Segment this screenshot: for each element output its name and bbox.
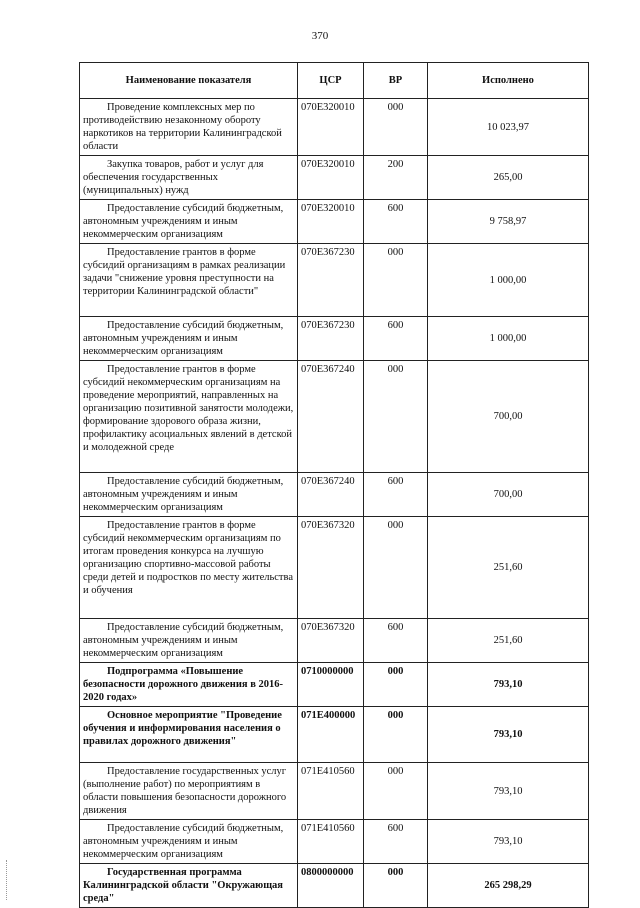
row-vr-cell: 000	[364, 864, 428, 908]
row-amount-cell: 1 000,00	[428, 244, 589, 317]
row-vr-cell: 600	[364, 820, 428, 864]
row-name-cell: Предоставление субсидий бюджетным, автономным учреждениям и иным некоммерческим организациям	[80, 200, 298, 244]
table-row	[80, 200, 589, 244]
row-vr-cell: 000	[364, 244, 428, 317]
row-amount-cell: 700,00	[428, 361, 589, 473]
table-row	[80, 820, 589, 864]
page-number: 370	[311, 30, 329, 42]
row-name-cell: Основное мероприятие "Проведение обучения и информирования населения о правилах дорожного движения"	[80, 707, 298, 763]
row-vr-cell: 600	[364, 473, 428, 517]
table-row	[80, 763, 589, 820]
row-csr-cell: 070Е320010	[298, 200, 364, 244]
table-row	[80, 663, 589, 707]
margin-mark	[6, 860, 9, 900]
row-csr-cell: 070Е320010	[298, 156, 364, 200]
row-amount-cell: 793,10	[428, 763, 589, 820]
row-name-cell: Предоставление грантов в форме субсидий некоммерческим организациям по итогам проведения конкурса на лучшую организацию спортивно-массовой работы среди детей и подростков по месту жительства и обучения	[80, 517, 298, 619]
row-name-cell: Предоставление субсидий бюджетным, автономным учреждениям и иным некоммерческим организациям	[80, 473, 298, 517]
row-csr-cell: 0710000000	[298, 663, 364, 707]
row-csr-cell: 070Е367240	[298, 361, 364, 473]
table-row	[80, 517, 589, 619]
row-name-cell: Предоставление грантов в форме субсидий организациям в рамках реализации задачи "снижение уровня преступности на территории Калининградской области"	[80, 244, 298, 317]
table-row	[80, 864, 589, 908]
row-amount-cell: 251,60	[428, 517, 589, 619]
table-row	[80, 244, 589, 317]
row-name-cell: Подпрограмма «Повышение безопасности дорожного движения в 2016-2020 годах»	[80, 663, 298, 707]
row-name-cell: Государственная программа Калининградской области "Окружающая среда"	[80, 864, 298, 908]
row-name-cell: Предоставление субсидий бюджетным, автономным учреждениям и иным некоммерческим организациям	[80, 317, 298, 361]
row-amount-cell: 700,00	[428, 473, 589, 517]
row-amount-cell: 251,60	[428, 619, 589, 663]
row-name-cell: Предоставление государственных услуг (выполнение работ) по мероприятиям в области повышения безопасности дорожного движения	[80, 763, 298, 820]
row-amount-cell: 793,10	[428, 663, 589, 707]
table-row	[80, 317, 589, 361]
row-csr-cell: 070Е367320	[298, 517, 364, 619]
table-row	[80, 707, 589, 763]
row-csr-cell: 070Е367240	[298, 473, 364, 517]
header-csr: ЦСР	[298, 63, 364, 99]
row-vr-cell: 600	[364, 317, 428, 361]
row-amount-cell: 793,10	[428, 707, 589, 763]
table-row	[80, 619, 589, 663]
row-amount-cell: 1 000,00	[428, 317, 589, 361]
row-vr-cell: 000	[364, 361, 428, 473]
row-amount-cell: 9 758,97	[428, 200, 589, 244]
row-name-cell: Предоставление субсидий бюджетным, автономным учреждениям и иным некоммерческим организациям	[80, 820, 298, 864]
row-csr-cell: 070Е367230	[298, 317, 364, 361]
row-vr-cell: 000	[364, 99, 428, 156]
header-name: Наименование показателя	[80, 63, 298, 99]
table-row	[80, 156, 589, 200]
header-vr: ВР	[364, 63, 428, 99]
header-executed: Исполнено	[428, 63, 589, 99]
row-csr-cell: 070Е320010	[298, 99, 364, 156]
row-amount-cell: 265,00	[428, 156, 589, 200]
row-csr-cell: 071Е400000	[298, 707, 364, 763]
table-row	[80, 473, 589, 517]
row-amount-cell: 793,10	[428, 820, 589, 864]
row-csr-cell: 070Е367230	[298, 244, 364, 317]
row-vr-cell: 200	[364, 156, 428, 200]
row-csr-cell: 0800000000	[298, 864, 364, 908]
row-vr-cell: 000	[364, 517, 428, 619]
table-header-row	[80, 63, 589, 99]
row-amount-cell: 10 023,97	[428, 99, 589, 156]
row-vr-cell: 000	[364, 707, 428, 763]
row-name-cell: Проведение комплексных мер по противодействию незаконному обороту наркотиков на территории Калининградской области	[80, 99, 298, 156]
row-amount-cell: 265 298,29	[428, 864, 589, 908]
table-row	[80, 99, 589, 156]
row-name-cell: Закупка товаров, работ и услуг для обеспечения государственных (муниципальных) нужд	[80, 156, 298, 200]
table-row	[80, 361, 589, 473]
row-csr-cell: 070Е367320	[298, 619, 364, 663]
row-name-cell: Предоставление субсидий бюджетным, автономным учреждениям и иным некоммерческим организациям	[80, 619, 298, 663]
row-csr-cell: 071Е410560	[298, 820, 364, 864]
row-vr-cell: 600	[364, 619, 428, 663]
budget-table	[79, 62, 589, 908]
row-name-cell: Предоставление грантов в форме субсидий некоммерческим организациям на проведение мероприятий, направленных на организацию позитивной занятости молодежи, формирование здорового образа жизни, профилактику асоциальных явлений в детской и молодежной среде	[80, 361, 298, 473]
row-vr-cell: 600	[364, 200, 428, 244]
row-vr-cell: 000	[364, 763, 428, 820]
row-vr-cell: 000	[364, 663, 428, 707]
row-csr-cell: 071Е410560	[298, 763, 364, 820]
